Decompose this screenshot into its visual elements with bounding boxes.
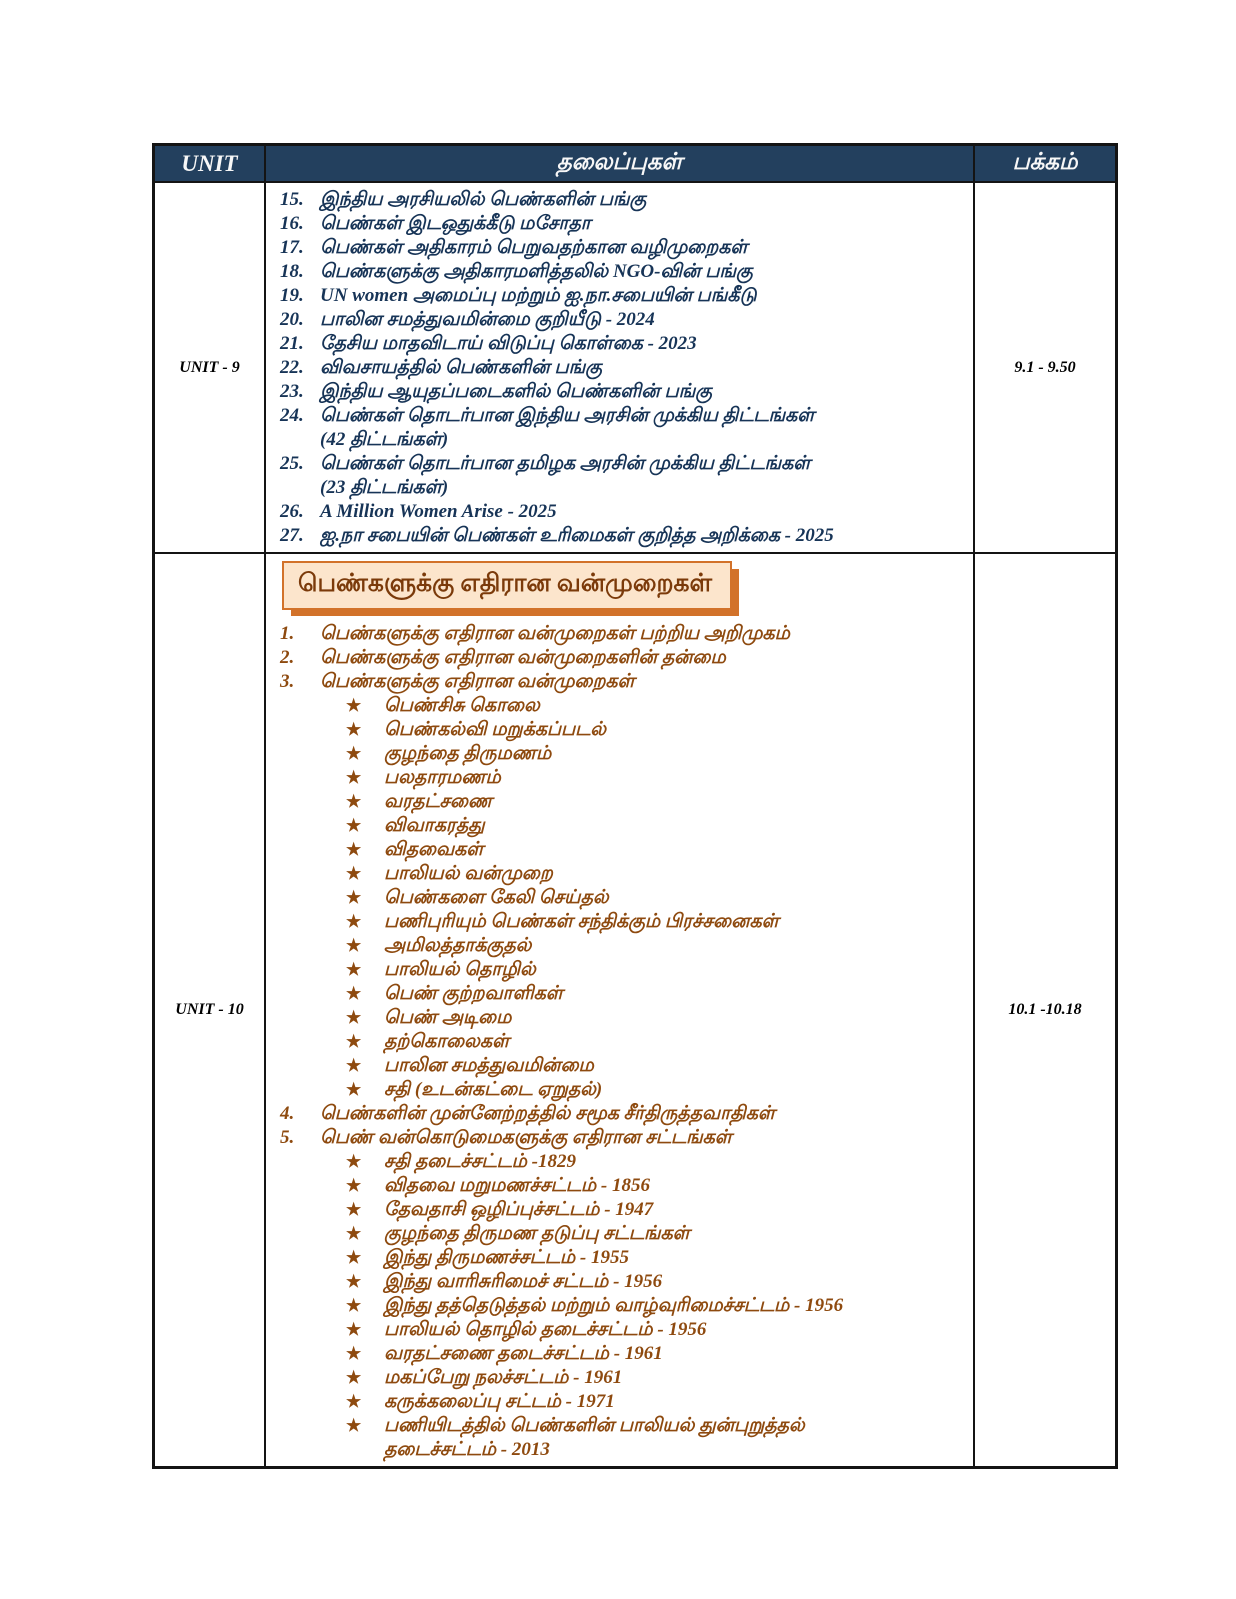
bullet-item (280, 790, 965, 814)
item-text: ஐ.நா சபையின் பெண்கள் உரிமைகள் குறித்த அறிக்கை - 2025 (320, 525, 834, 546)
unit10-topics-cell (266, 554, 975, 1466)
star-icon: ★ (346, 1200, 362, 1219)
item-text: A Million Women Arise - 2025 (320, 501, 557, 522)
item-text: பெண்கள் அதிகாரம் பெறுவதற்கான வழிமுறைகள் (320, 237, 748, 258)
star-icon: ★ (346, 1152, 362, 1171)
item-text: பெண்களுக்கு அதிகாரமளித்தலில் NGO-வின் பங்கு (320, 261, 753, 282)
item-text: மகப்பேறு நலச்சட்டம் - 1961 (384, 1367, 623, 1388)
numbered-item (280, 260, 965, 284)
item-text: பாலியல் வன்முறை (384, 863, 553, 884)
star-icon: ★ (346, 696, 362, 715)
numbered-item (280, 622, 965, 646)
bullet-item (280, 910, 965, 934)
bullet-item (280, 1246, 965, 1270)
star-icon: ★ (346, 1368, 362, 1387)
item-number: 26. (280, 501, 304, 522)
bullet-item (280, 982, 965, 1006)
item-number: 27. (280, 525, 304, 546)
star-icon: ★ (346, 1224, 362, 1243)
star-icon: ★ (346, 1008, 362, 1027)
bullet-item (280, 1198, 965, 1222)
toc-table (152, 143, 1118, 1469)
unit9-topics-cell (266, 183, 975, 554)
header-cell-page (975, 146, 1115, 183)
numbered-item (280, 212, 965, 236)
item-number: 3. (280, 671, 295, 692)
item-number: 21. (280, 333, 304, 354)
item-text: UN women அமைப்பு மற்றும் ஐ.நா.சபையின் பங்கீடு (320, 285, 757, 306)
item-number: 4. (280, 1103, 295, 1124)
star-icon: ★ (346, 768, 362, 787)
bullet-item (280, 838, 965, 862)
unit10-section-title: பெண்களுக்கு எதிரான வன்முறைகள் (282, 561, 732, 610)
item-text: குழந்தை திருமணம் (384, 743, 552, 764)
item-text: இந்திய ஆயுதப்படைகளில் பெண்களின் பங்கு (320, 381, 713, 402)
item-text: பாலின சமத்துவமின்மை குறியீடு - 2024 (320, 309, 655, 330)
star-icon: ★ (346, 1416, 362, 1435)
star-icon: ★ (346, 1032, 362, 1051)
star-icon: ★ (346, 1248, 362, 1267)
item-text: கருக்கலைப்பு சட்டம் - 1971 (384, 1391, 615, 1412)
item-number: 2. (280, 647, 295, 668)
star-icon: ★ (346, 864, 362, 883)
bullet-item (280, 766, 965, 790)
bullet-item (280, 958, 965, 982)
item-text: இந்து தத்தெடுத்தல் மற்றும் வாழ்வுரிமைச்சட்டம் - 1956 (384, 1295, 844, 1316)
numbered-item (280, 404, 965, 452)
item-text: பாலின சமத்துவமின்மை (384, 1055, 594, 1076)
unit9-label-cell (155, 183, 266, 554)
item-text: பெண்கள் இடஒதுக்கீடு மசோதா (320, 213, 591, 234)
item-number: 24. (280, 405, 304, 426)
unit10-topic-list (280, 622, 965, 1462)
item-text: பெண்கள் தொடர்பான தமிழக அரசின் முக்கிய திட்டங்கள் (23 திட்டங்கள்) (320, 452, 965, 500)
star-icon: ★ (346, 744, 362, 763)
bullet-item (280, 694, 965, 718)
numbered-item (280, 524, 965, 548)
header-cell-unit (155, 146, 266, 183)
item-text: வரதட்சணை (384, 791, 493, 812)
item-text: பாலியல் தொழில் (384, 959, 536, 980)
item-text: பலதாரமணம் (384, 767, 501, 788)
header-unit-label: UNIT (181, 150, 238, 176)
item-text-continuation: தடைச்சட்டம் - 2013 (384, 1439, 550, 1460)
unit9-page-range: 9.1 - 9.50 (1014, 358, 1076, 376)
bullet-item (280, 1414, 965, 1462)
bullet-item (280, 1390, 965, 1414)
item-number: 23. (280, 381, 304, 402)
numbered-item (280, 646, 965, 670)
star-icon: ★ (346, 840, 362, 859)
item-text: பெண்களுக்கு எதிரான வன்முறைகள் பற்றிய அறிமுகம் (320, 623, 790, 644)
star-icon: ★ (346, 1344, 362, 1363)
unit10-page-range: 10.1 -10.18 (1008, 1001, 1082, 1018)
item-text: விவசாயத்தில் பெண்களின் பங்கு (320, 357, 602, 378)
item-text: பெண் வன்கொடுமைகளுக்கு எதிரான சட்டங்கள் (320, 1127, 732, 1148)
unit10-page-cell (975, 554, 1115, 1466)
item-number: 19. (280, 285, 304, 306)
item-text: அமிலத்தாக்குதல் (384, 935, 532, 956)
unit9-page-cell (975, 183, 1115, 554)
item-text: சதி (உடன்கட்டை ஏறுதல்) (384, 1079, 603, 1100)
item-number: 20. (280, 309, 304, 330)
numbered-item (280, 500, 965, 524)
star-icon: ★ (346, 1080, 362, 1099)
bullet-item (280, 718, 965, 742)
star-icon: ★ (346, 1176, 362, 1195)
bullet-item (280, 1174, 965, 1198)
numbered-item (280, 1126, 965, 1150)
star-icon: ★ (346, 792, 362, 811)
numbered-item (280, 1102, 965, 1126)
unit10-label: UNIT - 10 (175, 1001, 244, 1018)
item-text: பெண்கள் தொடர்பான இந்திய அரசின் முக்கிய திட்டங்கள் (42 திட்டங்கள்) (320, 404, 965, 452)
item-number: 17. (280, 237, 304, 258)
star-icon: ★ (346, 1296, 362, 1315)
item-text-continuation: (23 திட்டங்கள்) (320, 477, 449, 498)
star-icon: ★ (346, 720, 362, 739)
item-text: குழந்தை திருமண தடுப்பு சட்டங்கள் (384, 1223, 690, 1244)
bullet-item (280, 1366, 965, 1390)
item-number: 22. (280, 357, 304, 378)
star-icon: ★ (346, 888, 362, 907)
item-text: பெண்களின் முன்னேற்றத்தில் சமூக சீர்திருத்தவாதிகள் (320, 1103, 776, 1124)
numbered-item (280, 188, 965, 212)
bullet-item (280, 1222, 965, 1246)
bullet-item (280, 1270, 965, 1294)
item-text: பெண் குற்றவாளிகள் (384, 983, 563, 1004)
numbered-item (280, 452, 965, 500)
item-text: விவாகரத்து (384, 815, 485, 836)
bullet-item (280, 1342, 965, 1366)
bullet-item (280, 814, 965, 838)
item-text: இந்து திருமணச்சட்டம் - 1955 (384, 1247, 629, 1268)
bullet-item (280, 1294, 965, 1318)
numbered-item (280, 284, 965, 308)
numbered-item (280, 356, 965, 380)
bullet-item (280, 742, 965, 766)
item-number: 5. (280, 1127, 295, 1148)
item-text: பணியிடத்தில் பெண்களின் பாலியல் துன்புறுத்தல் தடைச்சட்டம் - 2013 (384, 1414, 965, 1462)
item-number: 15. (280, 189, 304, 210)
item-text: பெண் அடிமை (384, 1007, 512, 1028)
item-text: வரதட்சணை தடைச்சட்டம் - 1961 (384, 1343, 663, 1364)
item-text: இந்து வாரிசுரிமைச் சட்டம் - 1956 (384, 1271, 663, 1292)
item-text: பணிபுரியும் பெண்கள் சந்திக்கும் பிரச்சனைகள் (384, 911, 779, 932)
star-icon: ★ (346, 1056, 362, 1075)
item-text-continuation: (42 திட்டங்கள்) (320, 429, 449, 450)
star-icon: ★ (346, 1272, 362, 1291)
header-topics-label: தலைப்புகள் (556, 149, 683, 174)
bullet-item (280, 934, 965, 958)
numbered-item (280, 380, 965, 404)
bullet-item (280, 886, 965, 910)
item-text: பெண்சிசு கொலை (384, 695, 540, 716)
numbered-item (280, 308, 965, 332)
star-icon: ★ (346, 1392, 362, 1411)
item-number: 18. (280, 261, 304, 282)
item-text: பெண்களுக்கு எதிரான வன்முறைகளின் தன்மை (320, 647, 726, 668)
item-text: பெண்கல்வி மறுக்கப்படல் (384, 719, 607, 740)
item-text: இந்திய அரசியலில் பெண்களின் பங்கு (320, 189, 647, 210)
item-text: பாலியல் தொழில் தடைச்சட்டம் - 1956 (384, 1319, 707, 1340)
bullet-item (280, 1054, 965, 1078)
bullet-item (280, 1030, 965, 1054)
item-text: தேவதாசி ஒழிப்புச்சட்டம் - 1947 (384, 1199, 654, 1220)
numbered-item (280, 236, 965, 260)
unit10-label-cell (155, 554, 266, 1466)
star-icon: ★ (346, 984, 362, 1003)
unit9-topic-list (280, 188, 965, 548)
star-icon: ★ (346, 912, 362, 931)
header-page-label: பக்கம் (1012, 149, 1078, 174)
star-icon: ★ (346, 1320, 362, 1339)
numbered-item (280, 332, 965, 356)
item-number: 16. (280, 213, 304, 234)
item-text: விதவை மறுமணச்சட்டம் - 1856 (384, 1175, 650, 1196)
bullet-item (280, 1006, 965, 1030)
bullet-item (280, 862, 965, 886)
star-icon: ★ (346, 816, 362, 835)
unit9-label: UNIT - 9 (179, 358, 240, 376)
item-text: பெண்களை கேலி செய்தல் (384, 887, 609, 908)
star-icon: ★ (346, 936, 362, 955)
item-text: தற்கொலைகள் (384, 1031, 510, 1052)
header-cell-topics (266, 146, 975, 183)
bullet-item (280, 1318, 965, 1342)
item-text: சதி தடைச்சட்டம் -1829 (384, 1151, 576, 1172)
item-text: விதவைகள் (384, 839, 484, 860)
star-icon: ★ (346, 960, 362, 979)
item-number: 1. (280, 623, 295, 644)
item-number: 25. (280, 453, 304, 474)
numbered-item (280, 670, 965, 694)
bullet-item (280, 1150, 965, 1174)
item-text: பெண்களுக்கு எதிரான வன்முறைகள் (320, 671, 635, 692)
item-text: தேசிய மாதவிடாய் விடுப்பு கொள்கை - 2023 (320, 333, 697, 354)
bullet-item (280, 1078, 965, 1102)
